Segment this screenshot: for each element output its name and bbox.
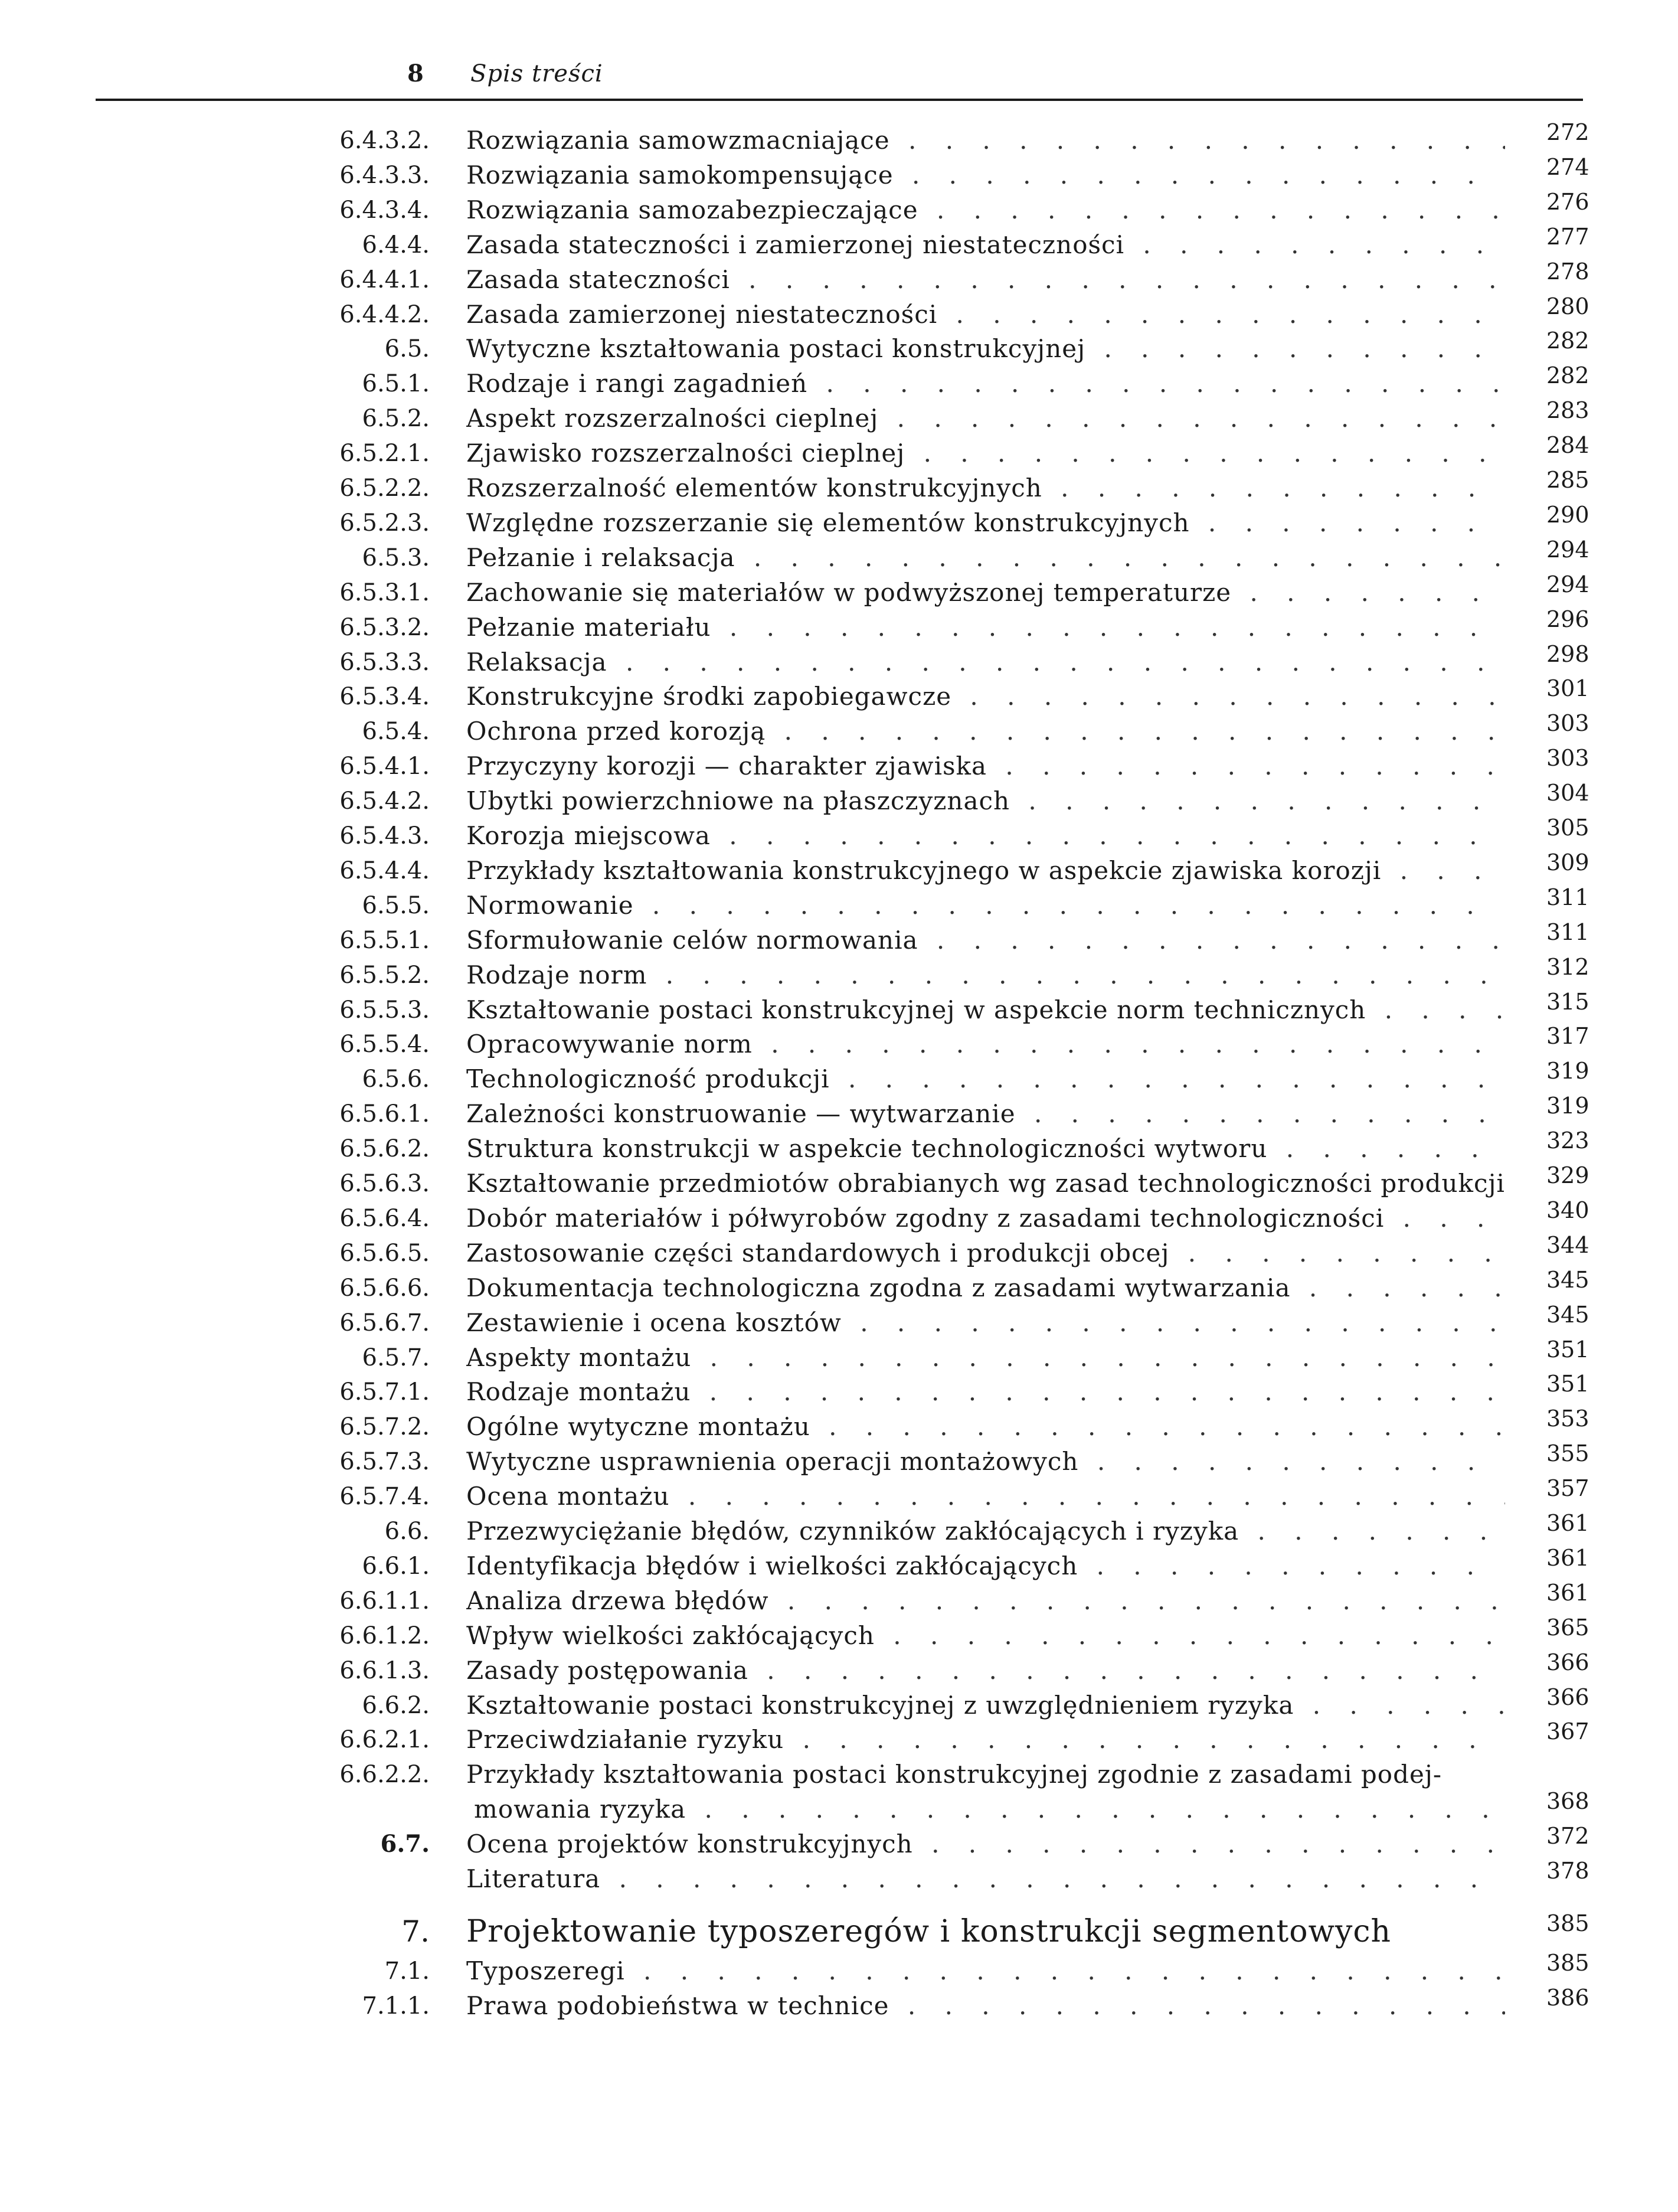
entry-page: 353 bbox=[1546, 1406, 1589, 1432]
entry-page: 272 bbox=[1546, 119, 1589, 145]
toc-entry bbox=[0, 1371, 1678, 1410]
toc-entry bbox=[0, 1337, 1678, 1375]
toc-entry bbox=[0, 119, 1678, 158]
entry-title: Kształtowanie przedmiotów obrabianych wg zasad technologiczności produkcji . . . bbox=[466, 1166, 1505, 1201]
entry-number: 6.5.7.1. bbox=[339, 1378, 430, 1406]
entry-title: Identyfikacja błędów i wielkości zakłócających . . . bbox=[466, 1548, 1505, 1584]
entry-number: 6.4.3.2. bbox=[339, 127, 430, 154]
entry-page: 323 bbox=[1546, 1128, 1589, 1154]
entry-page: 303 bbox=[1546, 745, 1589, 771]
entry-number: 6.5.6.1. bbox=[339, 1100, 430, 1128]
toc-entry bbox=[0, 1910, 1678, 1949]
toc-entry bbox=[0, 989, 1678, 1028]
entry-number: 7. bbox=[401, 1914, 430, 1949]
entry-number: 6.5.6.7. bbox=[339, 1309, 430, 1337]
entry-page: 319 bbox=[1546, 1093, 1589, 1119]
entry-number: 6.6.2.1. bbox=[339, 1726, 430, 1753]
entry-page: 280 bbox=[1546, 293, 1589, 319]
entry-page: 340 bbox=[1546, 1197, 1589, 1223]
entry-title: Rodzaje montażu . . . bbox=[466, 1374, 1505, 1410]
entry-number: 7.1. bbox=[384, 1958, 430, 1985]
entry-number: 6.5.4.4. bbox=[339, 857, 430, 884]
entry-page: 366 bbox=[1546, 1649, 1589, 1675]
entry-title: Przezwyciężanie błędów, czynników zakłócających i ryzyka . . . bbox=[466, 1514, 1505, 1549]
toc-entry bbox=[0, 1649, 1678, 1688]
entry-title: Zasady postępowania . . . bbox=[466, 1653, 1505, 1688]
toc-entry bbox=[0, 745, 1678, 784]
entry-page: 298 bbox=[1546, 641, 1589, 667]
toc-entry bbox=[0, 293, 1678, 332]
entry-number: 6.4.4.1. bbox=[339, 266, 430, 293]
toc-entry bbox=[0, 1058, 1678, 1097]
entry-page: 361 bbox=[1546, 1545, 1589, 1571]
entry-page: 351 bbox=[1546, 1371, 1589, 1397]
toc-entry bbox=[0, 467, 1678, 506]
entry-title: Aspekty montażu . . . bbox=[466, 1340, 1505, 1375]
entry-page: 315 bbox=[1546, 989, 1589, 1015]
entry-page: 367 bbox=[1546, 1718, 1589, 1744]
entry-page: 378 bbox=[1546, 1858, 1589, 1884]
entry-title: Rozwiązania samowzmacniające . . . bbox=[466, 123, 1505, 158]
toc-entry bbox=[0, 1580, 1678, 1619]
toc-entry bbox=[0, 259, 1678, 298]
entry-page: 277 bbox=[1546, 224, 1589, 250]
entry-page: 311 bbox=[1546, 919, 1589, 945]
page-number: 8 bbox=[407, 60, 424, 87]
toc-entry bbox=[0, 1267, 1678, 1306]
entry-title: Zależności konstruowanie — wytwarzanie . . . bbox=[466, 1096, 1505, 1132]
entry-title: Konstrukcyjne środki zapobiegawcze . . . bbox=[466, 679, 1505, 714]
entry-title: Przykłady kształtowania postaci konstrukcyjnej zgodnie z zasadami podej- bbox=[466, 1760, 1443, 1789]
toc-entry bbox=[0, 1128, 1678, 1167]
entry-number: 6.5.3.1. bbox=[339, 579, 430, 606]
entry-page: 305 bbox=[1546, 815, 1589, 841]
toc-entry bbox=[0, 1232, 1678, 1271]
entry-title: Pełzanie i relaksacja . . . bbox=[466, 540, 1505, 576]
entry-number: 6.5.7.3. bbox=[339, 1448, 430, 1475]
toc-entry bbox=[0, 1757, 1678, 1792]
entry-number: 6.5.1. bbox=[362, 370, 430, 397]
entry-title: Rodzaje i rangi zagadnień . . . bbox=[466, 366, 1505, 401]
toc-entry bbox=[0, 189, 1678, 228]
toc-entry bbox=[0, 710, 1678, 749]
entry-page: 284 bbox=[1546, 432, 1589, 458]
entry-title: Ochrona przed korozją . . . bbox=[466, 714, 1505, 749]
entry-title: Normowanie . . . bbox=[466, 888, 1505, 923]
entry-number: 6.5.6.5. bbox=[339, 1240, 430, 1267]
entry-title: Rozwiązania samozabezpieczające . . . bbox=[466, 192, 1505, 228]
entry-number: 6.6.1.1. bbox=[339, 1587, 430, 1615]
toc-entry bbox=[0, 1162, 1678, 1201]
entry-page: 283 bbox=[1546, 397, 1589, 423]
running-head-title: Spis treści bbox=[470, 60, 603, 87]
toc-entry bbox=[0, 1440, 1678, 1479]
entry-page: 357 bbox=[1546, 1475, 1589, 1501]
toc-entry bbox=[0, 1197, 1678, 1236]
entry-page: 296 bbox=[1546, 606, 1589, 632]
entry-title: Kształtowanie postaci konstrukcyjnej z uwzględnieniem ryzyka . . . bbox=[466, 1688, 1505, 1723]
toc-entry bbox=[0, 571, 1678, 610]
entry-title: Technologiczność produkcji . . . bbox=[466, 1061, 1505, 1097]
entry-page: 309 bbox=[1546, 849, 1589, 875]
toc-entry bbox=[0, 362, 1678, 401]
entry-page: 372 bbox=[1546, 1823, 1589, 1849]
entry-page: 312 bbox=[1546, 954, 1589, 980]
entry-number: 6.4.4.2. bbox=[339, 301, 430, 328]
entry-number: 6.5.2.3. bbox=[339, 509, 430, 537]
entry-title: Ubytki powierzchniowe na płaszczyznach . . . bbox=[466, 783, 1505, 819]
toc-entry bbox=[0, 1823, 1678, 1862]
entry-number: 6.5.6.6. bbox=[339, 1275, 430, 1302]
toc-entry bbox=[0, 884, 1678, 923]
entry-number: 6.5.6.4. bbox=[339, 1205, 430, 1232]
entry-number: 6.5.4.2. bbox=[339, 788, 430, 815]
entry-number: 6.5.5.1. bbox=[339, 927, 430, 954]
entry-page: 282 bbox=[1546, 362, 1589, 388]
entry-page: 285 bbox=[1546, 467, 1589, 493]
entry-title: Zasada stateczności . . . bbox=[466, 262, 1505, 298]
entry-number: 6.5.6.2. bbox=[339, 1135, 430, 1162]
entry-page: 355 bbox=[1546, 1440, 1589, 1466]
toc-entry bbox=[0, 1858, 1678, 1897]
toc-entry bbox=[0, 606, 1678, 645]
entry-page: 361 bbox=[1546, 1580, 1589, 1606]
entry-page: 385 bbox=[1546, 1910, 1589, 1936]
entry-title: Przyczyny korozji — charakter zjawiska . . . bbox=[466, 749, 1505, 784]
entry-number: 6.4.4. bbox=[362, 231, 430, 259]
entry-number: 6.6.1.2. bbox=[339, 1622, 430, 1649]
entry-title: Pełzanie materiału . . . bbox=[466, 610, 1505, 645]
entry-page: 278 bbox=[1546, 259, 1589, 285]
toc-entry bbox=[0, 1406, 1678, 1445]
entry-page: 282 bbox=[1546, 328, 1589, 354]
entry-title: Zjawisko rozszerzalności cieplnej . . . bbox=[466, 436, 1505, 471]
entry-page: 304 bbox=[1546, 780, 1589, 806]
entry-title: Ocena projektów konstrukcyjnych . . . bbox=[466, 1827, 1505, 1862]
entry-number: 6.5.3.3. bbox=[339, 649, 430, 676]
entry-title: Projektowanie typoszeregów i konstrukcji segmentowych bbox=[466, 1914, 1392, 1949]
toc-entry bbox=[0, 1684, 1678, 1723]
entry-title: Struktura konstrukcji w aspekcie technologiczności wytworu . . . bbox=[466, 1131, 1505, 1167]
entry-title: Wpływ wielkości zakłócających . . . bbox=[466, 1618, 1505, 1654]
toc-entry bbox=[0, 780, 1678, 819]
toc-entry bbox=[0, 432, 1678, 471]
entry-title: Przykłady kształtowania konstrukcyjnego w aspekcie zjawiska korozji . . . bbox=[466, 853, 1505, 888]
entry-number: 6.5.3.4. bbox=[339, 683, 430, 710]
entry-number: 6.6.1. bbox=[362, 1553, 430, 1580]
entry-page: 294 bbox=[1546, 537, 1589, 563]
toc-entry bbox=[0, 641, 1678, 680]
toc-entry bbox=[0, 1985, 1678, 2024]
toc-entry bbox=[0, 224, 1678, 263]
entry-page: 329 bbox=[1546, 1162, 1589, 1188]
entry-number: 7.1.1. bbox=[362, 1992, 430, 2020]
entry-page: 386 bbox=[1546, 1985, 1589, 2011]
toc-entry bbox=[0, 502, 1678, 541]
entry-page: 301 bbox=[1546, 675, 1589, 701]
entry-page: 368 bbox=[1546, 1788, 1589, 1814]
entry-number: 6.5.5. bbox=[362, 892, 430, 919]
toc-entry bbox=[0, 954, 1678, 993]
entry-number: 6.5.4.1. bbox=[339, 753, 430, 780]
entry-page: 276 bbox=[1546, 189, 1589, 215]
toc-entry bbox=[0, 849, 1678, 888]
entry-title: Względne rozszerzanie się elementów konstrukcyjnych . . . bbox=[466, 505, 1505, 541]
entry-title: Rozwiązania samokompensujące . . . bbox=[466, 158, 1505, 193]
entry-page: 385 bbox=[1546, 1950, 1589, 1976]
entry-number: 6.4.3.4. bbox=[339, 197, 430, 224]
entry-title: Prawa podobieństwa w technice . . . bbox=[466, 1988, 1505, 2024]
entry-number: 6.6.2.2. bbox=[339, 1761, 430, 1788]
entry-number: 6.5. bbox=[384, 335, 430, 362]
entry-page: 365 bbox=[1546, 1615, 1589, 1641]
toc-entry bbox=[0, 328, 1678, 367]
toc-entry bbox=[0, 1615, 1678, 1654]
entry-title: Ogólne wytyczne montażu . . . bbox=[466, 1409, 1505, 1445]
entry-number: 6.5.4. bbox=[362, 718, 430, 745]
entry-title: Wytyczne kształtowania postaci konstrukcyjnej . . . bbox=[466, 331, 1505, 367]
entry-page: 274 bbox=[1546, 154, 1589, 180]
toc-entry bbox=[0, 1302, 1678, 1341]
entry-title: Sformułowanie celów normowania . . . bbox=[466, 923, 1505, 958]
entry-title: Przeciwdziałanie ryzyku . . . bbox=[466, 1722, 1505, 1757]
entry-page: 351 bbox=[1546, 1337, 1589, 1363]
entry-page: 311 bbox=[1546, 884, 1589, 910]
entry-number: 6.5.7.2. bbox=[339, 1413, 430, 1440]
toc-entry bbox=[0, 1950, 1678, 1989]
toc-entry bbox=[0, 1718, 1678, 1757]
entry-title: Rodzaje norm . . . bbox=[466, 958, 1505, 993]
entry-page: 319 bbox=[1546, 1058, 1589, 1084]
entry-page: 290 bbox=[1546, 502, 1589, 528]
toc-entry bbox=[0, 154, 1678, 193]
entry-title: Wytyczne usprawnienia operacji montażowych . . . bbox=[466, 1444, 1505, 1479]
entry-number: 6.5.3. bbox=[362, 544, 430, 571]
entry-number: 6.6.2. bbox=[362, 1692, 430, 1719]
entry-title: Zasada zamierzonej niestateczności . . . bbox=[466, 297, 1505, 332]
entry-number: 6.5.2.2. bbox=[339, 475, 430, 502]
entry-title: Literatura . . . bbox=[466, 1861, 1505, 1897]
entry-page: 317 bbox=[1546, 1023, 1589, 1049]
entry-title: Typoszeregi . . . bbox=[466, 1953, 1505, 1989]
entry-number: 6.6. bbox=[384, 1518, 430, 1545]
entry-number: 6.6.1.3. bbox=[339, 1657, 430, 1684]
entry-page: 303 bbox=[1546, 710, 1589, 736]
toc-entry bbox=[0, 1093, 1678, 1132]
entry-title-continuation: mowania ryzyka . . . bbox=[474, 1792, 1513, 1827]
entry-number: 6.7. bbox=[380, 1830, 430, 1858]
entry-title: Zasada stateczności i zamierzonej niestateczności . . . bbox=[466, 227, 1505, 263]
entry-title: Kształtowanie postaci konstrukcyjnej w aspekcie norm technicznych . . . bbox=[466, 992, 1505, 1028]
entry-title: Zestawienie i ocena kosztów . . . bbox=[466, 1305, 1505, 1341]
entry-title: Zachowanie się materiałów w podwyższonej temperaturze . . . bbox=[466, 575, 1505, 610]
entry-number: 6.4.3.3. bbox=[339, 162, 430, 189]
entry-title: Opracowywanie norm . . . bbox=[466, 1027, 1505, 1062]
entry-number: 6.5.5.3. bbox=[339, 996, 430, 1024]
toc-entry bbox=[0, 397, 1678, 436]
entry-page: 345 bbox=[1546, 1302, 1589, 1328]
entry-number: 6.5.7. bbox=[362, 1344, 430, 1371]
entry-title: Dobór materiałów i półwyrobów zgodny z zasadami technologiczności . . . bbox=[466, 1201, 1505, 1236]
entry-title: Aspekt rozszerzalności cieplnej . . . bbox=[466, 401, 1505, 436]
entry-number: 6.5.2. bbox=[362, 405, 430, 432]
entry-title: Relaksacja . . . bbox=[466, 645, 1505, 680]
toc-entry bbox=[0, 537, 1678, 576]
entry-number: 6.5.7.4. bbox=[339, 1483, 430, 1510]
toc-entry bbox=[0, 919, 1678, 958]
entry-title: Zastosowanie części standardowych i produkcji obcej . . . bbox=[466, 1236, 1505, 1271]
entry-page: 366 bbox=[1546, 1684, 1589, 1710]
entry-page: 344 bbox=[1546, 1232, 1589, 1258]
toc-entry bbox=[0, 1545, 1678, 1584]
entry-title: Rozszerzalność elementów konstrukcyjnych . . . bbox=[466, 471, 1505, 506]
entry-number: 6.5.4.3. bbox=[339, 822, 430, 849]
entry-number: 6.5.6. bbox=[362, 1066, 430, 1093]
entry-page: 361 bbox=[1546, 1510, 1589, 1536]
entry-page: 345 bbox=[1546, 1267, 1589, 1293]
entry-title: Analiza drzewa błędów . . . bbox=[466, 1583, 1505, 1619]
entry-title: Ocena montażu . . . bbox=[466, 1479, 1505, 1514]
entry-number: 6.5.2.1. bbox=[339, 440, 430, 467]
entry-title: Dokumentacja technologiczna zgodna z zasadami wytwarzania . . . bbox=[466, 1270, 1505, 1306]
toc-entry bbox=[0, 815, 1678, 854]
toc-entry bbox=[0, 1023, 1678, 1062]
entry-number: 6.5.5.4. bbox=[339, 1031, 430, 1058]
entry-number: 6.5.6.3. bbox=[339, 1170, 430, 1197]
entry-number: 6.5.5.2. bbox=[339, 962, 430, 989]
entry-title: Korozja miejscowa . . . bbox=[466, 818, 1505, 854]
toc-entry bbox=[0, 1510, 1678, 1549]
entry-page: 294 bbox=[1546, 571, 1589, 597]
toc-entry bbox=[0, 1475, 1678, 1514]
entry-number: 6.5.3.2. bbox=[339, 614, 430, 641]
toc-entry bbox=[0, 675, 1678, 714]
